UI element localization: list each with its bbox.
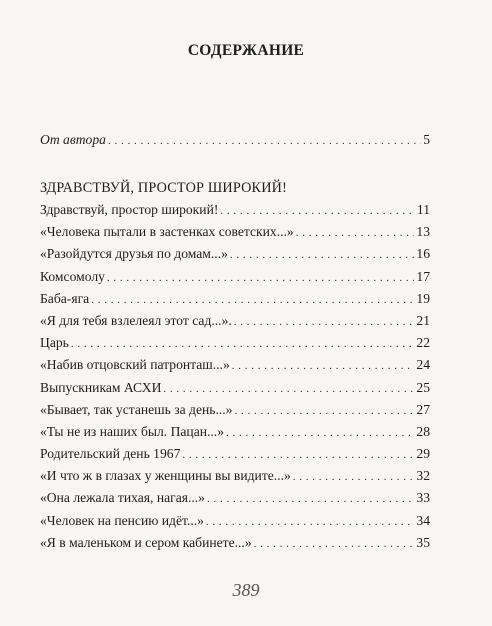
toc-entry bbox=[40, 357, 430, 379]
toc-entry-page: 24 bbox=[416, 357, 430, 373]
toc-entry-page: 27 bbox=[416, 401, 430, 417]
leader-dots bbox=[163, 383, 414, 395]
toc-entry-page: 28 bbox=[416, 423, 430, 439]
toc-entry-label: Царь bbox=[40, 335, 69, 351]
toc-entry-page: 33 bbox=[416, 490, 430, 506]
page-number: 389 bbox=[232, 580, 260, 600]
toc-entry-label: Выпускникам АСХИ bbox=[40, 379, 162, 395]
leader-dots bbox=[206, 516, 414, 528]
leader-dots bbox=[207, 493, 414, 505]
toc-entry-page: 16 bbox=[416, 246, 430, 262]
toc-entry-page: 11 bbox=[416, 202, 430, 217]
toc-entry-label: «Она лежала тихая, нагая...» bbox=[40, 490, 205, 506]
toc-entry-label: «Я в маленьком и сером кабинете...» bbox=[40, 534, 252, 550]
page-title: СОДЕРЖАНИЕ bbox=[187, 42, 305, 59]
leader-dots bbox=[254, 538, 415, 550]
toc-entry-page: 17 bbox=[416, 268, 430, 284]
leader-dots bbox=[234, 316, 415, 328]
toc-entry bbox=[40, 468, 430, 490]
leader-dots bbox=[296, 227, 415, 239]
toc-entry bbox=[40, 535, 430, 557]
toc-entry-page: 35 bbox=[416, 534, 430, 550]
toc-entry-label: От автора bbox=[40, 132, 106, 147]
toc-entry bbox=[40, 335, 430, 357]
toc-entry-page: 22 bbox=[416, 335, 430, 351]
toc-entry-label: Комсомолу bbox=[40, 268, 105, 284]
toc-entry-label: «Я для тебя взлелеял этот сад...». bbox=[40, 312, 232, 328]
leader-dots bbox=[234, 405, 414, 417]
toc-entry bbox=[40, 224, 430, 246]
leader-dots bbox=[91, 294, 414, 306]
leader-dots bbox=[232, 360, 415, 372]
toc-entry bbox=[40, 424, 430, 446]
leader-dots bbox=[182, 449, 414, 461]
toc-entry bbox=[40, 246, 430, 268]
toc-entry-label: Родительский день 1967 bbox=[40, 446, 181, 462]
leader-dots bbox=[220, 205, 415, 217]
toc-entry bbox=[40, 269, 430, 291]
toc-entry-label: «Человека пытали в застенках советских...» bbox=[40, 224, 294, 240]
toc-entry-label: «И что ж в глазах у женщины вы видите...» bbox=[40, 468, 291, 484]
toc-entry bbox=[40, 380, 430, 402]
toc-entry bbox=[40, 513, 430, 535]
toc-entry-label: Здравствуй, простор широкий! bbox=[40, 202, 219, 217]
toc-entry-page: 34 bbox=[416, 512, 430, 528]
toc-entry-page: 13 bbox=[416, 224, 430, 240]
toc-entry bbox=[40, 490, 430, 512]
toc-entry-label: «Разойдутся друзья по домам...» bbox=[40, 246, 228, 262]
toc-entry bbox=[40, 202, 430, 224]
toc-entry-label: «Человек на пенсию идёт...» bbox=[40, 512, 204, 528]
toc-entry-page: 32 bbox=[416, 468, 430, 484]
toc-entry-page: 19 bbox=[416, 290, 430, 306]
leader-dots bbox=[226, 427, 414, 439]
section-heading: ЗДРАВСТВУЙ, ПРОСТОР ШИРОКИЙ! bbox=[40, 180, 288, 196]
toc-entry-page: 25 bbox=[416, 379, 430, 395]
leader-dots bbox=[230, 249, 415, 261]
toc-entry-preface bbox=[40, 132, 430, 154]
toc-entry bbox=[40, 291, 430, 313]
toc-entry-page: 21 bbox=[416, 312, 430, 328]
leader-dots bbox=[107, 272, 415, 284]
toc-list bbox=[40, 202, 430, 557]
toc-entry-label: «Набив отцовский патронташ...» bbox=[40, 357, 230, 373]
toc-preface bbox=[40, 132, 430, 154]
toc-entry bbox=[40, 402, 430, 424]
leader-dots bbox=[71, 338, 415, 350]
toc-entry-page: 5 bbox=[423, 132, 430, 147]
toc-entry-label: «Ты не из наших был. Пацан...» bbox=[40, 423, 225, 439]
leader-dots bbox=[293, 471, 415, 483]
toc-entry-page: 29 bbox=[416, 446, 430, 462]
toc-entry-label: Баба-яга bbox=[40, 290, 90, 306]
toc-entry bbox=[40, 446, 430, 468]
leader-dots bbox=[108, 135, 421, 147]
toc-entry bbox=[40, 313, 430, 335]
toc-entry-label: «Бывает, так устанешь за день...» bbox=[40, 401, 233, 417]
